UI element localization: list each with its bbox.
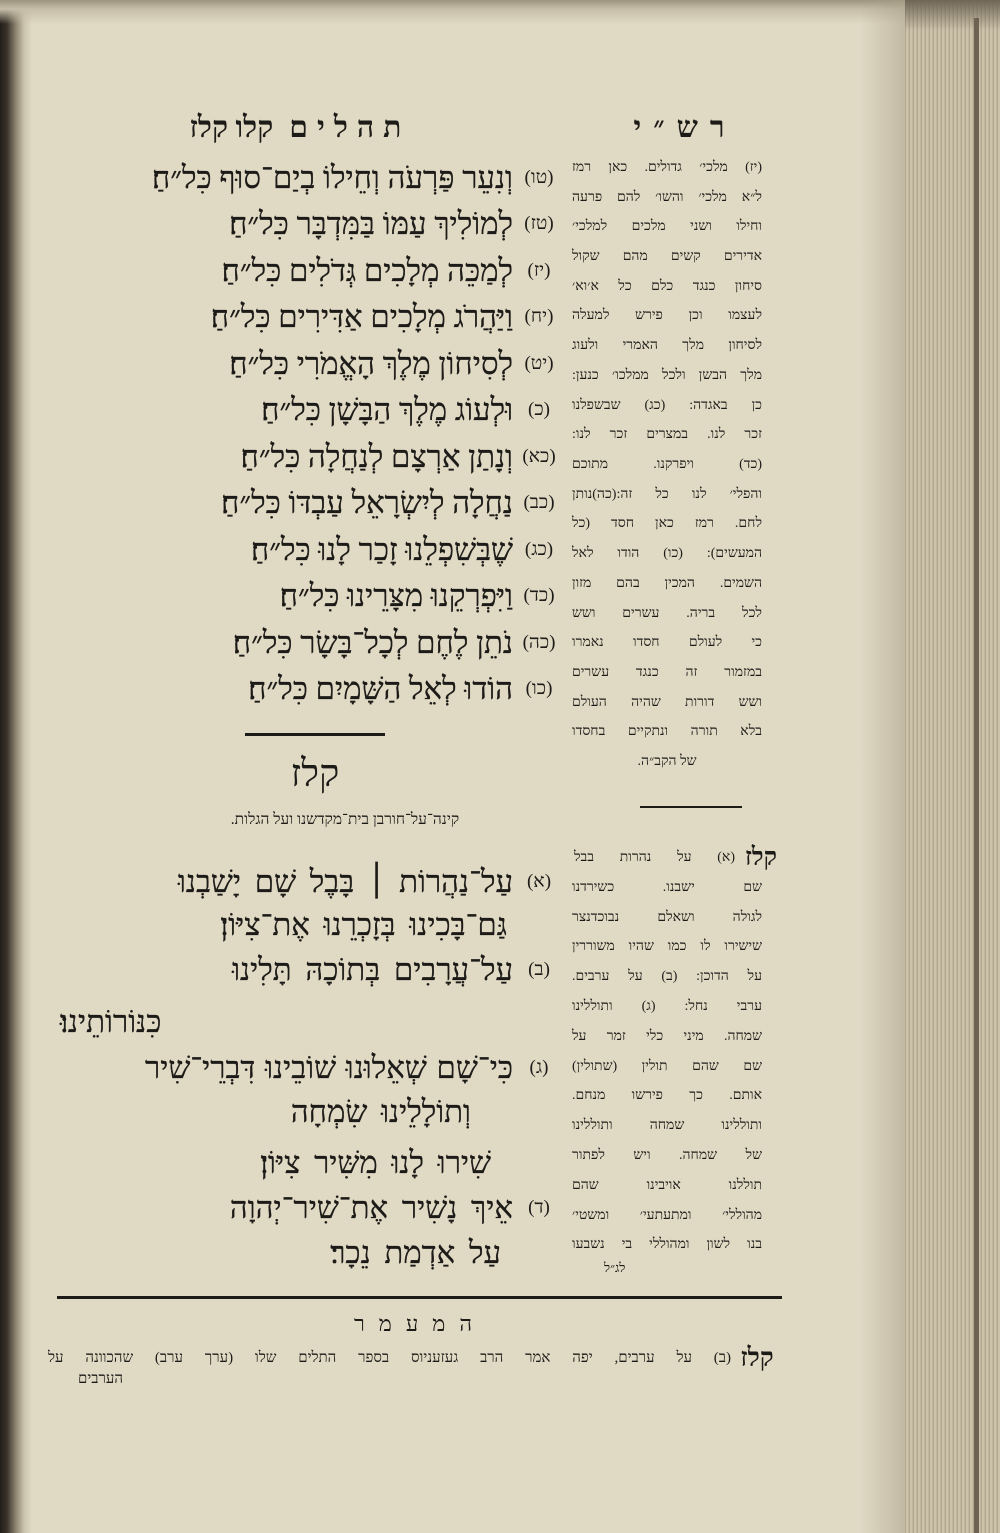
commentary-line: על הדוכן: (ב) על ערבים. (572, 969, 762, 984)
footnote-psalm-label: קלז (740, 1343, 774, 1372)
verse-text: לְמוֹלִיךְ עַמּוֹ בַּמִּדְבָּר כִּל״חַ׃ (229, 206, 513, 241)
running-header (140, 106, 460, 150)
commentary-line (572, 844, 777, 872)
commentary-line: מהוללי׳ ומתעתעי׳ ומשטי׳ (572, 1208, 762, 1223)
chapter-numbers: קלו קלז (189, 111, 274, 144)
verse-line (40, 1140, 565, 1186)
footnote-line (48, 1343, 783, 1373)
commentary-line: ערבי נחל: (ג) ותוללינו (572, 999, 762, 1014)
footnote-section-title: המעמר (354, 1311, 486, 1336)
verse-line (40, 527, 565, 573)
commentary-line: אותם. כך פירשו מנחם. (572, 1088, 762, 1103)
verse-line (40, 201, 565, 247)
commentary-line: כן באגדה: (כג) שבשפלנו (572, 398, 762, 413)
verse-line (40, 1185, 565, 1231)
page-stack-edges (905, 0, 1000, 1533)
commentary-line: השמים. המכין בהם מזון (572, 576, 762, 591)
commentary-line: זכר לנו. במצרים זכר לנו: (572, 427, 762, 442)
verse-line (40, 573, 565, 619)
verse-text: גַּם־בָּכִינוּ בְּזָכְרֵנוּ אֶת־צִיּוֹן׃ (220, 907, 507, 942)
commentary-divider (640, 806, 742, 808)
footnote-divider (57, 1296, 782, 1299)
verse-text: וּלְעוֹג מֶלֶךְ הַבָּשָׁן כִּל״חַ׃ (261, 392, 513, 427)
commentary-line: שם ישבנו. כשירדנו (572, 880, 762, 895)
page-top-edge (0, 0, 910, 24)
verse-line (40, 620, 565, 666)
verse-number: (כד) (523, 585, 555, 606)
commentary-line: ותוללינו שמחה ותוללינו (572, 1118, 762, 1133)
section-divider (245, 733, 385, 736)
commentary-line: שישירו לו כמו שהיו משוררין (572, 939, 762, 954)
verse-number: (א) (526, 871, 552, 892)
verse-text: כִּי־שָׁם שְׁאֵלוּנוּ שׁוֹבֵינוּ דִּבְרֵי־שִׁיר (144, 1050, 513, 1085)
verse-text: נַחֲלָה לְיִשְׂרָאֵל עַבְדּוֹ כִּל״חַ׃ (220, 485, 513, 520)
verse-number: (כא) (522, 446, 556, 467)
verse-number: (ב) (528, 959, 550, 980)
verse-line (40, 947, 565, 993)
verse-number: (כ) (528, 399, 550, 420)
commentary-line: המעשים): (כו) הודו לאל (572, 546, 762, 561)
commentary-line: לג״ל (604, 1260, 626, 1275)
commentary-line: לעצמו וכן פירש למעלה (572, 308, 762, 323)
verse-number: (כב) (523, 492, 555, 513)
commentary-line: והפלי׳ לנו כל זה:(כה)נותן (572, 487, 762, 502)
commentary-line: בלא תורה ונתקיים בחסדו (572, 724, 762, 739)
commentary-line: לכל בריה. עשרים ושש (572, 606, 762, 621)
verse-text: כִּנּוֹרוֹתֵינוּ׃ (60, 1004, 162, 1039)
commentary-line: ל״א מלכי׳ והשו׳ להם פרעה (572, 190, 762, 205)
verse-text: הוֹדוּ לְאֵל הַשָּׁמָיִם כִּל״חַ׃ (248, 671, 513, 706)
footnote-text: (ב) על ערבים, יפה אמר הרב געזעניוס בספר התלים שלו (ערך ערב) שהכוונה על (48, 1349, 731, 1366)
verse-line (40, 480, 565, 526)
verse-text: שִׁירוּ לָנוּ מִשִּׁיר צִיּוֹן׃ (260, 1145, 491, 1180)
commentary-line: (כד) ויפרקנו. מתוכם (572, 457, 762, 472)
verse-number: (יט) (524, 353, 554, 374)
verse-number: (טו) (524, 167, 554, 188)
verse-number: (יח) (524, 306, 554, 327)
commentary-line: לגולה ושאלם נבוכדנצר (572, 910, 762, 925)
commentary-line: במזמור זה כנגד עשרים (572, 665, 762, 680)
verse-line (40, 902, 565, 948)
verse-text: לְמַכֵּה מְלָכִים גְּדֹלִים כִּל״חַ׃ (221, 253, 513, 288)
commentary-line: שם שהם תולין (שתולין) (572, 1059, 762, 1074)
verse-line (40, 1045, 565, 1091)
verse-text: נֹתֵן לֶחֶם לְכָל־בָּשָׂר כִּל״חַ׃ (232, 625, 513, 660)
commentary-line: ושש דורות שהיה העולם (572, 695, 762, 710)
verse-line (40, 155, 565, 201)
verse-line (40, 859, 565, 905)
verse-text: וְנָתַן אַרְצָם לְנַחֲלָה כִּל״חַ׃ (240, 439, 513, 474)
page-stack-top-shadow (905, 0, 1000, 30)
verse-number: (כה) (522, 632, 556, 653)
verse-line (40, 999, 565, 1045)
psalm-subtitle: קינה־על־חורבן בית־מקדשנו ועל הגלות. (230, 811, 460, 828)
page-right-shadow (860, 0, 906, 1533)
verse-line (40, 248, 565, 294)
commentary-line: סיחון כנגד כלם כל א׳וא׳ (572, 279, 762, 294)
book-cover-edge (974, 18, 979, 1533)
footnote-continuation: הערבים (78, 1371, 124, 1387)
verse-text: אֵיךְ נָשִׁיר אֶת־שִׁיר־יְהוָה (229, 1190, 513, 1225)
commentary-text: (א) על נהרות בבל (574, 850, 735, 865)
commentary-header: רש״י (633, 111, 737, 144)
commentary-line: אדירים קשים מהם שקול (572, 249, 762, 264)
verse-number: (טז) (524, 213, 554, 234)
verse-number: (כו) (525, 678, 553, 699)
psalm-number-heading: קלז (290, 753, 340, 795)
verse-line (40, 294, 565, 340)
commentary-line: לסיחון מלך האמרי ולעוג (572, 338, 762, 353)
verse-text: שֶׁבְּשִׁפְלֵנוּ זָכַר לָנוּ כִּל״חַ׃ (250, 532, 513, 567)
commentary-line: שמחה. מיני כלי זמר על (572, 1029, 762, 1044)
verse-number: (ד) (528, 1197, 550, 1218)
verse-text: עַל אַדְמַת נֵכָר׃ (330, 1235, 501, 1270)
book-title: תהלים (289, 111, 411, 144)
verse-text: וְתוֹלָלֵינוּ שִׂמְחָה (290, 1094, 471, 1129)
verse-text: לְסִיחוֹן מֶלֶךְ הָאֱמֹרִי כִּל״חַ׃ (229, 346, 513, 381)
verse-text: עַל־עֲרָבִים בְּתוֹכָהּ תָּלִינוּ (232, 952, 513, 987)
verse-text: וַיִּפְרְקֵנוּ מִצָּרֵינוּ כִּל״חַ׃ (279, 578, 513, 613)
commentary-line: תוללנו אויבינו שהם (572, 1178, 762, 1193)
verse-line (40, 1230, 565, 1276)
commentary-line: כי לעולם חסדו נאמרו (572, 635, 762, 650)
commentary-psalm-label: קלז (744, 844, 777, 871)
commentary-line: לחם. רמז כאן חסד (כל (572, 516, 762, 531)
commentary-line: של הקב״ה. (637, 754, 697, 769)
verse-text: וְנִעֵר פַּרְעֹה וְחֵילוֹ בְיַם־סוּף כִּל״חַ׃ (151, 160, 513, 195)
commentary-line: מלך הבשן ולכל ממלכו׳ כנען: (572, 368, 762, 383)
verse-line (40, 434, 565, 480)
verse-number: (ג) (529, 1057, 549, 1078)
verse-line (40, 341, 565, 387)
verse-line (40, 387, 565, 433)
verse-number: (יז) (527, 260, 551, 281)
commentary-line: (יז) מלכי׳ גדולים. כאן רמז (572, 160, 762, 175)
book-binding-shadow (0, 0, 32, 1533)
verse-line (40, 1089, 565, 1135)
verse-text: וַיַּהֲרֹג מְלָכִים אַדִּירִים כִּל״חַ׃ (210, 299, 513, 334)
verse-text: עַל־נַהֲרוֹת ׀ בָּבֶל שָׁם יָשַׁבְנוּ (177, 864, 513, 899)
commentary-line: וחילו ושני מלכים למלכי׳ (572, 219, 762, 234)
commentary-line: של שמחה. ויש לפתור (572, 1148, 762, 1163)
verse-line (40, 666, 565, 712)
verse-number: (כג) (524, 539, 554, 560)
commentary-line: בנו לשון ומהוללי בי נשבעו (572, 1237, 762, 1252)
